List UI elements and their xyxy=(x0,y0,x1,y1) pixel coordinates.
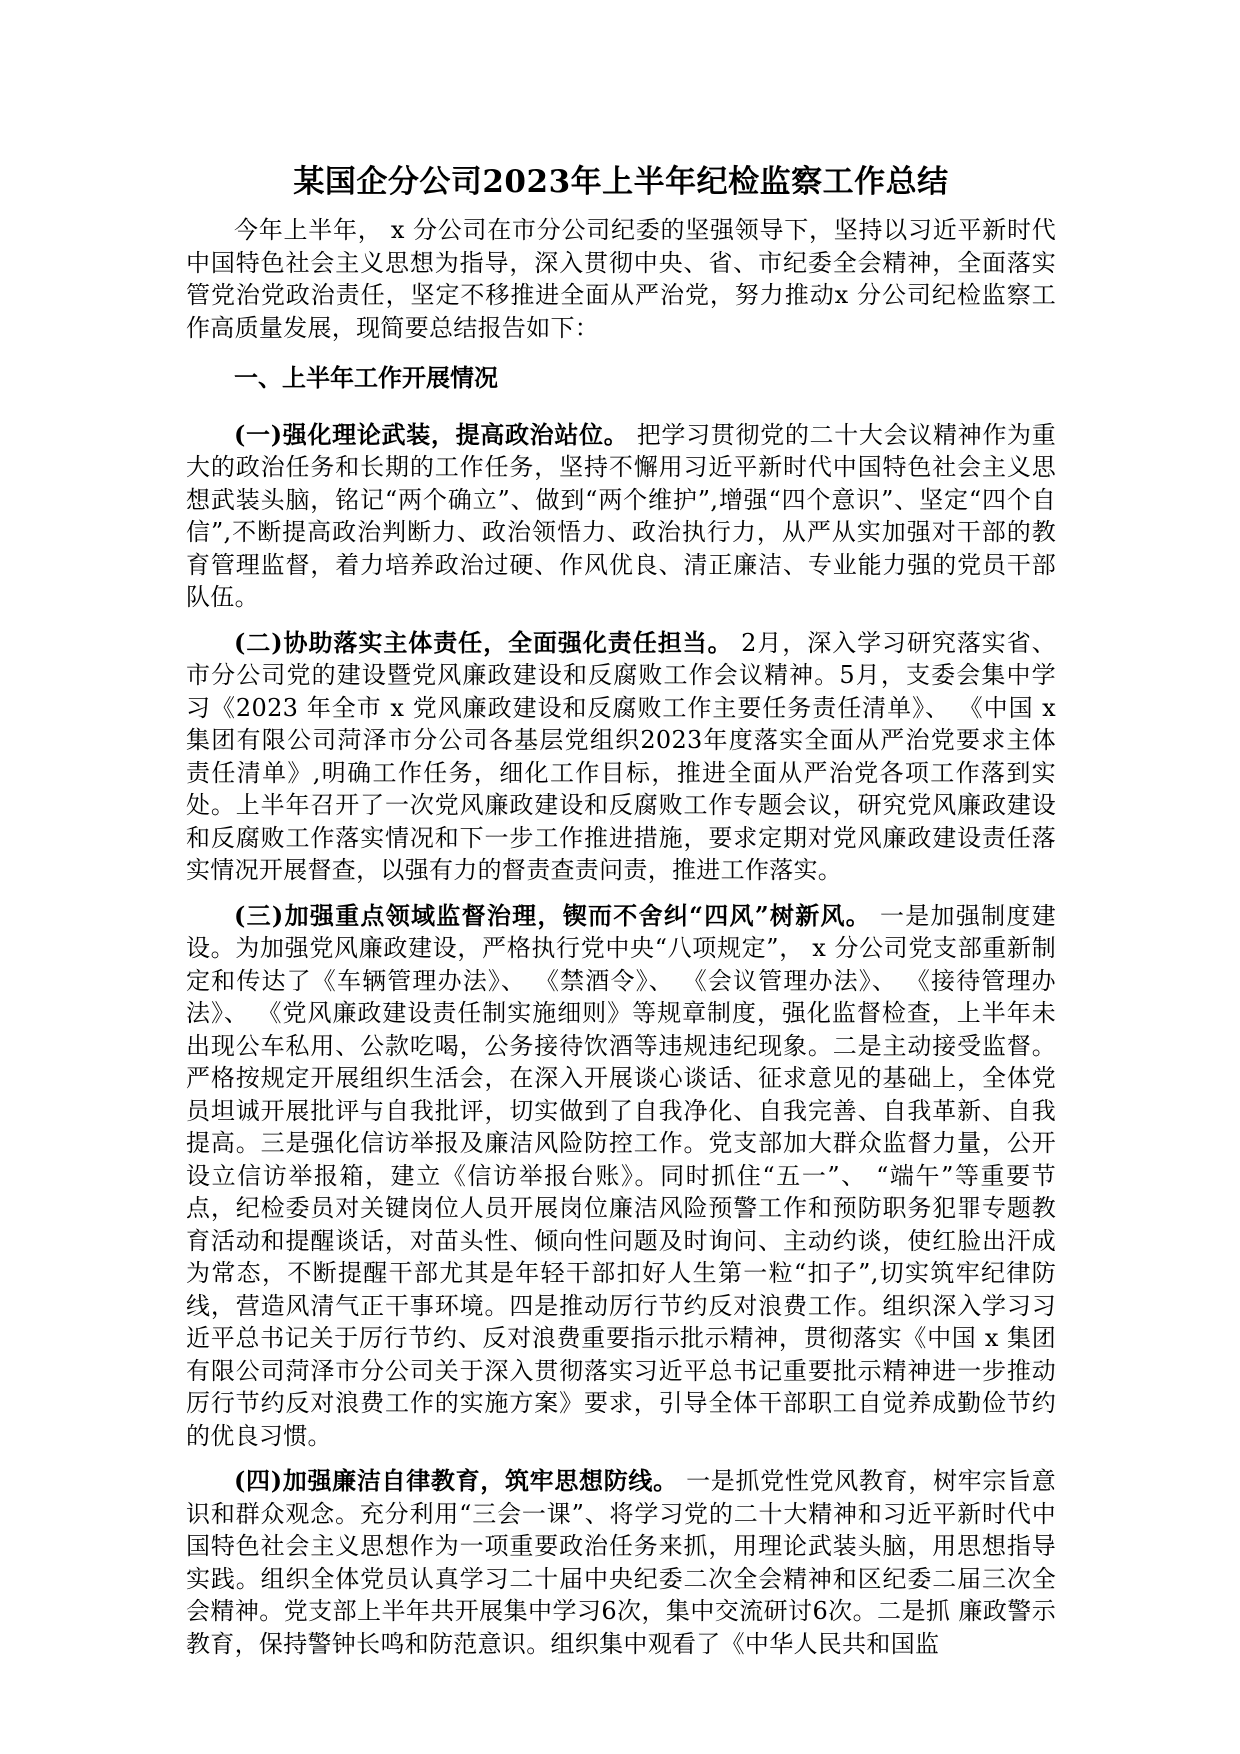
item-body-2: 2月，深入学习研究落实省、 市分公司党的建设暨党风廉政建设和反腐败工作会议精神。5月，支委会集中学 习《2023 年全市 x 党风廉政建设和反腐败工作主要任务责任清单》、 《中国 x 集团有限公司菏泽市分公司各基层党组织2023年度落实全面从严治党要求主体 责任清单》,明确工作任务，细化工作目标，推进全面从严治党各项工作落到实 处。上半年召开了一次党风廉政建设和反腐败工作专题会议，研究党风廉政建设 和反腐败工作落实情况和下一步工作推进措施，要求定期对党风廉政建设责任落 实情况开展督查，以强有力的督责查责问责，推进工作落实。 xyxy=(186,628,1056,884)
section-heading: 一、上半年工作开展情况 xyxy=(234,363,498,392)
item-paragraph-2 xyxy=(186,627,1056,887)
document-content xyxy=(186,160,1056,1660)
item-heading-3: (三)加强重点领域监督治理，锲而不舍纠“四风”树新风。 xyxy=(234,900,872,930)
item-paragraph-4 xyxy=(186,1465,1056,1660)
item-heading-1: (一)强化理论武装，提高政治站位。 xyxy=(234,419,629,449)
document-title: 某国企分公司2023年上半年纪检监察工作总结 xyxy=(293,164,949,200)
item-heading-2: (二)协助落实主体责任，全面强化责任担当。 xyxy=(234,627,733,657)
item-heading-4: (四)加强廉洁自律教育，筑牢思想防线。 xyxy=(234,1466,678,1495)
item-paragraph-1 xyxy=(186,419,1056,614)
item-body-1: 把学习贯彻党的二十大会议精神作为重大的政治任务和长期的工作任务，坚持不懈用习近平新时代中国特色社会主义思想武装头脑，铭记“两个确立”、做到“两个维护”,增强“四个意识”、坚定“四个自信”,不断提高政治判断力、政治领悟力、政治执行力，从严从实加强对干部的教育管理监督，着力培养政治过硬、作风优良、清正廉洁、专业能力强的党员干部队伍。 xyxy=(186,420,1056,611)
item-body-4: 一是抓党性党风教育，树牢宗旨意识和群众观念。充分利用“三会一课”、将学习党的二十大精神和习近平新时代中国特色社会主义思想作为一项重要政治任务来抓，用理论武装头脑，用思想指导实践。组织全体党员认真学习二十届中央纪委二次全会精神和区纪委二届三次全会精神。党支部上半年共开展集中学习6次，集中交流研讨6次。二是抓 廉政警示教育，保持警钟长鸣和防范意识。组织集中观看了《中华人民共和国监 xyxy=(186,1467,1056,1658)
item-body-3: 一是加强制度建设。为加强党风廉政建设，严格执行党中央“八项规定”， x 分公司党支部重新制定和传达了《车辆管理办法》、 《禁酒令》、 《会议管理办法》、 《接待管理办法》、 《党风廉政建设责任制实施细则》等规章制度，强化监督检查，上半年未出现公车私用、公款吃喝，公务接待饮酒等违规违纪现象。二是主动接受监督。严格按规定开展组织生活会，在深入开展谈心谈话、征求意见的基础上，全体党员坦诚开展批评与自我批评，切实做到了自我净化、自我完善、自我革新、自我提高。三是强化信访举报及廉洁风险防控工作。党支部加大群众监督力量，公开设立信访举报箱，建立《信访举报台账》。同时抓住“五一”、 “端午”等重要节点，纪检委员对关键岗位人员开展岗位廉洁风险预警工作和预防职务犯罪专题教育活动和提醒谈话，对苗头性、倾向性问题及时询问、主动约谈，使红脸出汗成为常态，不断提醒干部尤其是年轻干部扣好人生第一粒“扣子”,切实筑牢纪律防线，营造风清气正干事环境。四是推动厉行节约反对浪费工作。组织深入学习习近平总书记关于厉行节约、反对浪费重要指示批示精神，贯彻落实《中国 x 集团有限公司菏泽市分公司关于深入贯彻落实习近平总书记重要批示精神进一步推动厉行节约反对浪费工作的实施方案》要求，引导全体干部职工自觉养成勤俭节约的优良习惯。 xyxy=(186,901,1056,1450)
intro-paragraph: 今年上半年， x 分公司在市分公司纪委的坚强领导下，坚持以习近平新时代 中国特色社会主义思想为指导，深入贯彻中央、省、市纪委全会精神，全面落实 管党治党政治责任，坚定不移推进全面从严治党，努力推动x 分公司纪检监察工 作高质量发展，现简要总结报告如下： xyxy=(186,216,1056,342)
item-paragraph-3 xyxy=(186,900,1056,1453)
